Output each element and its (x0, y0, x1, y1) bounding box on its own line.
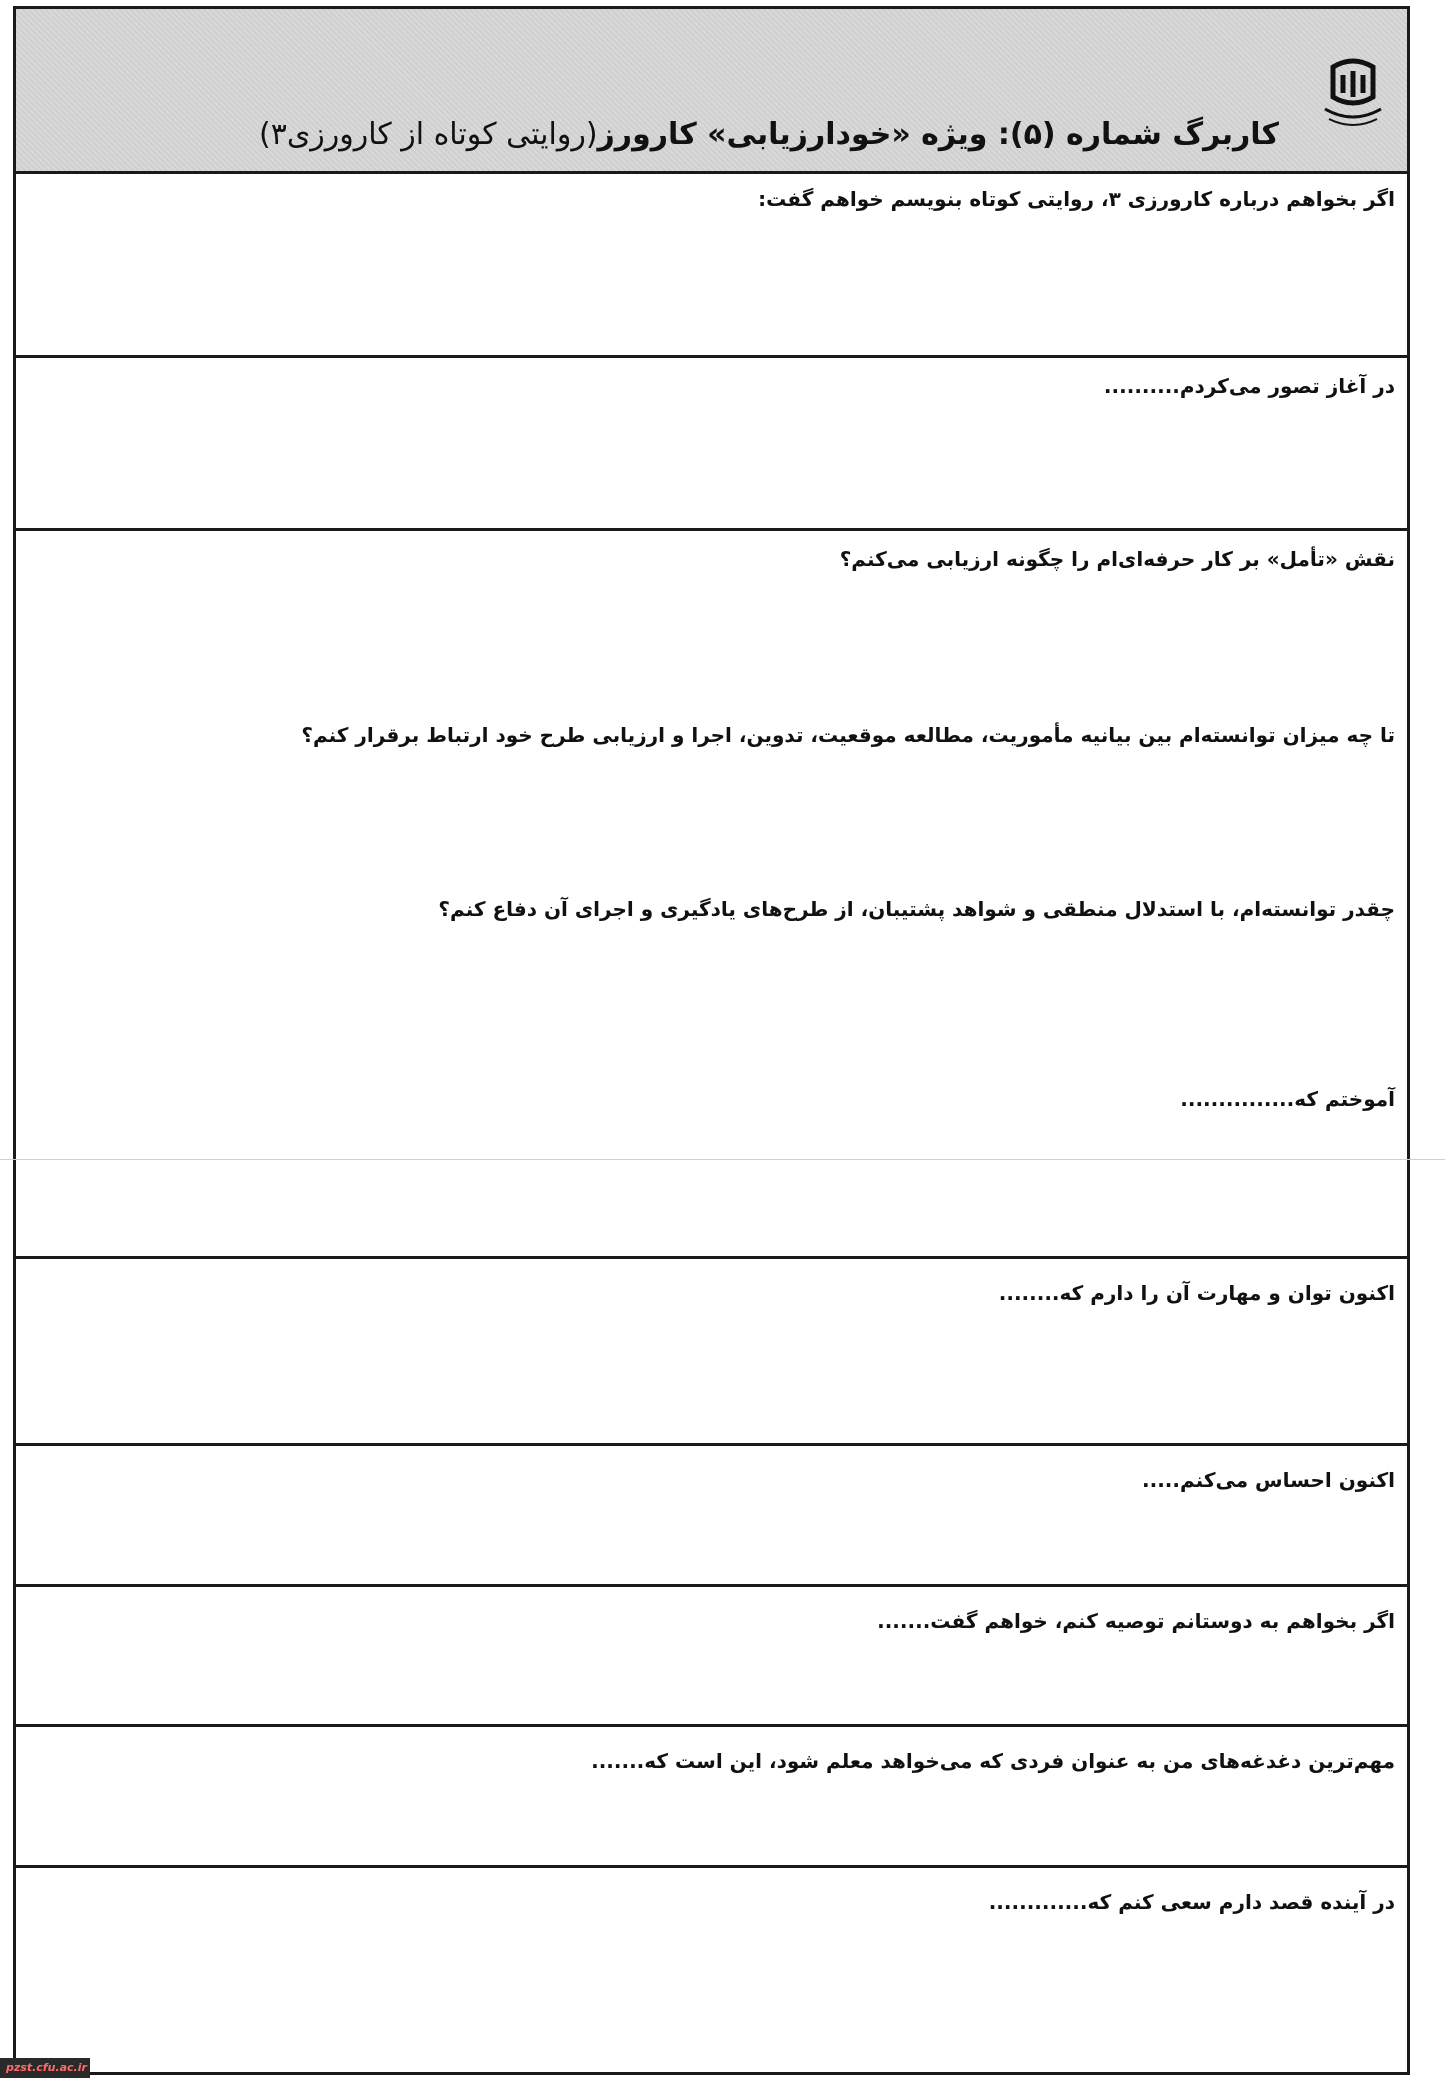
prompt-future-plan: در آینده قصد دارم سعی کنم که............. (988, 1890, 1395, 1914)
title-subtitle: (روایتی کوتاه از کارورزی۳) (258, 117, 598, 152)
section-short-narrative (16, 171, 1407, 358)
section-current-feeling (16, 1446, 1407, 1587)
prompt-advice: اگر بخواهم به دوستانم توصیه کنم، خواهم گفت....... (877, 1609, 1395, 1633)
title-main: کاربرگ شماره (۵): ویژه «خودارزیابی» کارورز (597, 117, 1279, 152)
worksheet-header (16, 9, 1407, 174)
prompt-reflection-role: نقش «تأمل» بر کار حرفه‌ای‌ام را چگونه ارزیابی می‌کنم؟ (839, 547, 1395, 571)
prompt-current-skills: اکنون توان و مهارت آن را دارم که........ (998, 1281, 1395, 1305)
prompt-initial-expectation: در آغاز تصور می‌کردم.......... (1103, 374, 1395, 398)
worksheet-title (259, 117, 1279, 152)
prompt-plan-alignment: تا چه میزان توانسته‌ام بین بیانیه مأموریت، مطالعه موقعیت، تدوین، اجرا و ارزیابی طرح خود ارتباط برقرار کنم؟ (301, 723, 1395, 747)
university-logo (1319, 57, 1387, 129)
prompt-short-narrative: اگر بخواهم درباره کارورزی ۳، روایتی کوتاه بنویسم خواهم گفت: (758, 187, 1395, 211)
site-watermark: pzst.cfu.ac.ir (0, 2058, 90, 2078)
section-reflection (16, 531, 1407, 1259)
prompt-plan-defense: چقدر توانسته‌ام، با استدلال منطقی و شواهد پشتیبان، از طرح‌های یادگیری و اجرای آن دفاع کنم؟ (438, 897, 1395, 921)
prompt-concerns: مهم‌ترین دغدغه‌های من به عنوان فردی که می‌خواهد معلم شود، این است که....... (591, 1749, 1395, 1773)
section-current-skills (16, 1259, 1407, 1446)
prompt-current-feeling: اکنون احساس می‌کنم..... (1142, 1468, 1395, 1492)
section-initial-expectation (16, 358, 1407, 531)
section-future-plan (16, 1868, 1407, 2072)
prompt-learned: آموختم که............... (1180, 1087, 1395, 1111)
paper-fold-line (0, 1159, 1445, 1160)
section-concerns (16, 1727, 1407, 1868)
section-advice (16, 1587, 1407, 1727)
worksheet (13, 6, 1410, 2075)
